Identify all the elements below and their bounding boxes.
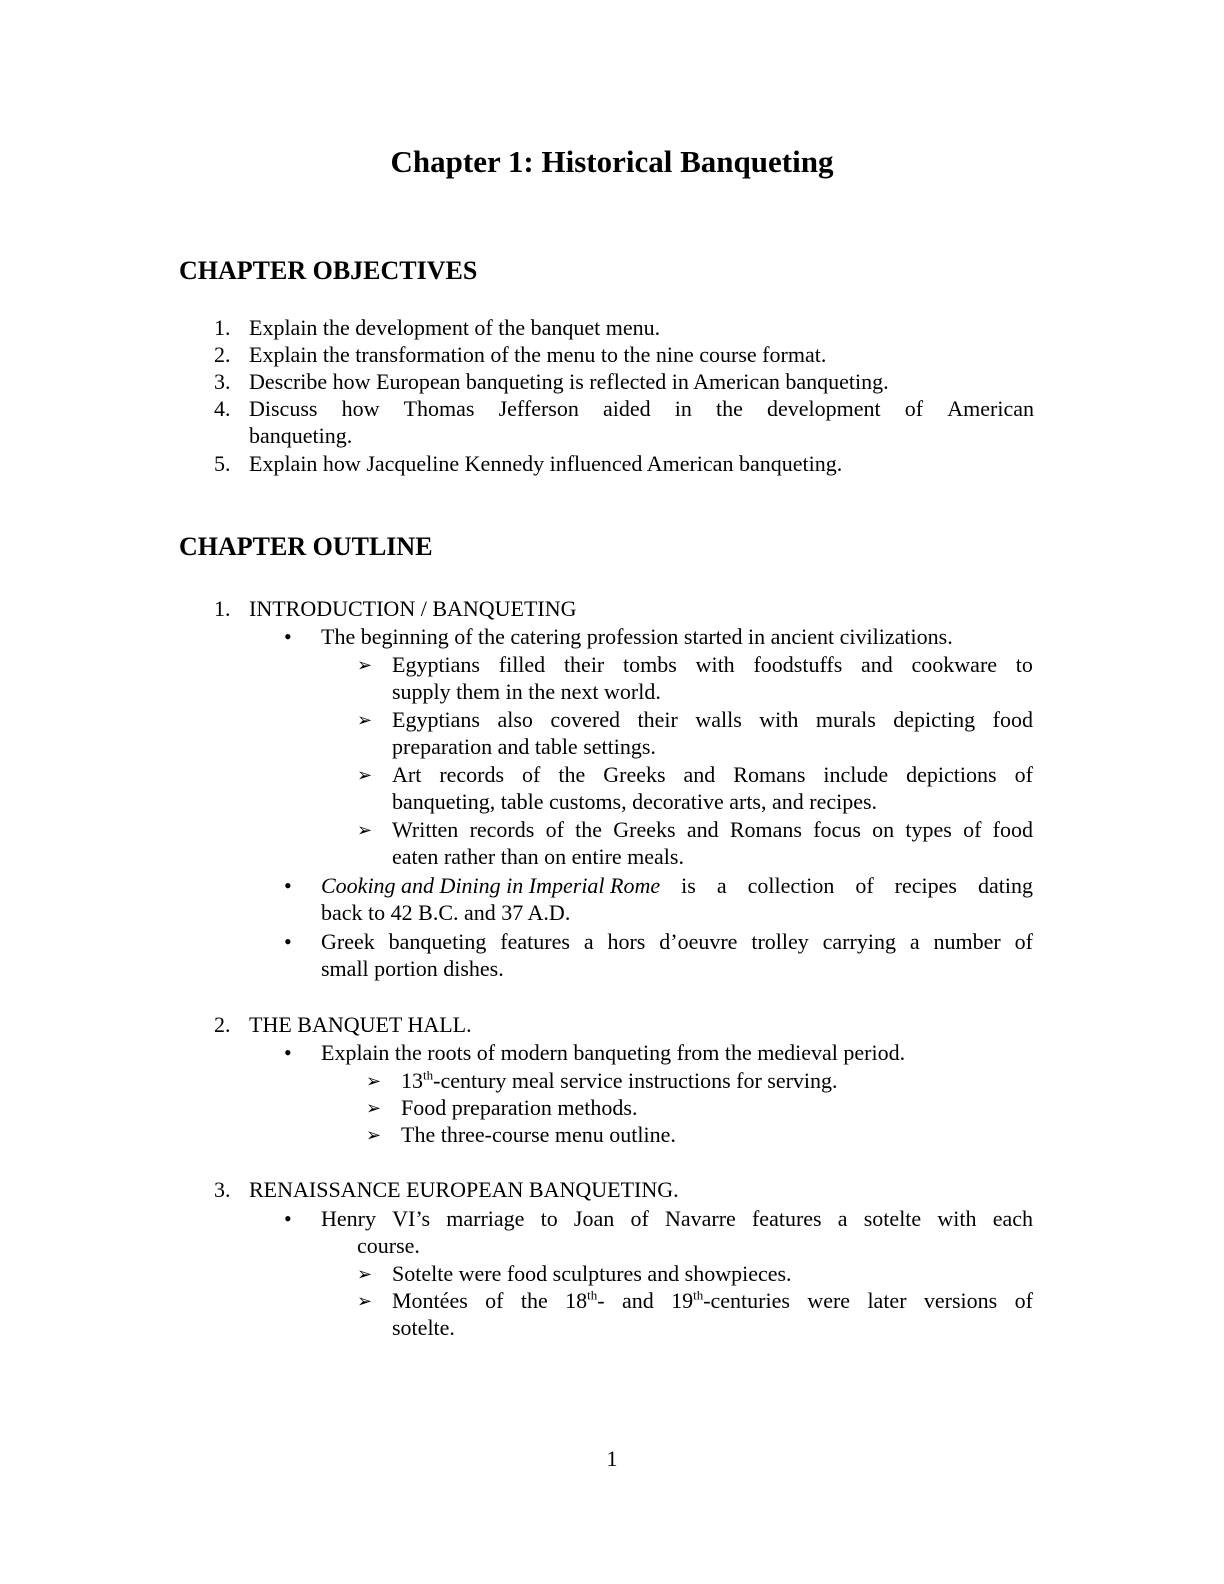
word: how — [341, 396, 380, 421]
bullet-icon: • — [284, 873, 292, 898]
objective-text-justified — [249, 396, 1034, 422]
word: of — [1014, 929, 1033, 954]
sub-bullet-text: eaten rather than on entire meals. — [392, 844, 684, 869]
bullet-text: small portion dishes. — [321, 956, 504, 981]
word: recipes — [894, 873, 957, 898]
word: Written — [392, 817, 459, 842]
word: types — [905, 817, 952, 842]
ordinal-suffix: th — [423, 1067, 434, 1083]
arrow-bullet-icon: ➢ — [357, 1264, 373, 1284]
word: a — [716, 873, 727, 898]
word: include — [823, 762, 889, 787]
word: Greeks — [603, 762, 666, 787]
word: features — [751, 1206, 822, 1231]
word: walls — [695, 707, 742, 732]
word: each — [992, 1206, 1033, 1231]
objective-number: 3. — [214, 369, 231, 394]
word: of — [522, 762, 541, 787]
word: aided — [602, 396, 651, 421]
section-title: RENAISSANCE EUROPEAN BANQUETING. — [249, 1177, 679, 1202]
word: also — [497, 707, 533, 732]
objective-number: 1. — [214, 315, 231, 340]
word: and — [686, 817, 719, 842]
word: with — [695, 652, 735, 677]
sub-bullet-text — [401, 1068, 838, 1094]
sub-bullet-text: banqueting, table customs, decorative arts, and recipes. — [392, 789, 878, 814]
sub-bullet-text-justified — [392, 817, 1033, 843]
word: their — [563, 652, 605, 677]
word: Romans — [729, 817, 802, 842]
word: the — [575, 817, 603, 842]
arrow-bullet-icon: ➢ — [357, 765, 373, 785]
word: Art — [392, 762, 422, 787]
word: Henry — [321, 1206, 376, 1231]
page-title: Chapter 1: Historical Banqueting — [390, 144, 834, 179]
word: filled — [498, 652, 546, 677]
word: hors — [607, 929, 646, 954]
bullet-text-justified — [321, 873, 1033, 899]
word: the — [716, 396, 743, 421]
word: and — [621, 1288, 654, 1313]
word: dating — [977, 873, 1033, 898]
word: of — [855, 873, 874, 898]
word: carrying — [822, 929, 896, 954]
word: in — [674, 396, 692, 421]
outline-heading: CHAPTER OUTLINE — [179, 532, 433, 561]
word: murals — [815, 707, 876, 732]
objective-text: Explain how Jacqueline Kennedy influenced American banqueting. — [249, 451, 843, 476]
word: foodstuffs — [753, 652, 843, 677]
sub-bullet-text-justified — [392, 1288, 1033, 1314]
word: Joan — [573, 1206, 615, 1231]
word: of — [1014, 762, 1033, 787]
word: and — [683, 762, 716, 787]
word: a — [909, 929, 920, 954]
sub-bullet-text-justified — [392, 652, 1033, 678]
sub-bullet-rest: -century meal service instructions for serving. — [433, 1068, 838, 1093]
bullet-text-justified — [321, 1206, 1033, 1232]
word: Navarre — [664, 1206, 736, 1231]
word: later — [867, 1288, 907, 1313]
word: Romans — [733, 762, 806, 787]
word: records — [439, 762, 505, 787]
section-title: THE BANQUET HALL. — [249, 1012, 472, 1037]
word: records — [469, 817, 535, 842]
word: on — [872, 817, 895, 842]
bullet-icon: • — [284, 1040, 292, 1065]
word: tombs — [623, 652, 677, 677]
sub-bullet-text-justified — [392, 762, 1033, 788]
word: Jefferson — [498, 396, 579, 421]
arrow-bullet-icon: ➢ — [366, 1071, 382, 1091]
arrow-bullet-icon: ➢ — [357, 710, 373, 730]
sub-bullet-text: Food preparation methods. — [401, 1095, 638, 1120]
ordinal-suffix: th — [693, 1287, 704, 1303]
word: Discuss — [249, 396, 318, 421]
objective-number: 5. — [214, 451, 231, 476]
ordinal-suffix: th — [587, 1287, 598, 1303]
word: focus — [813, 817, 861, 842]
word: Egyptians — [392, 652, 480, 677]
word: sotelte — [863, 1206, 922, 1231]
bullet-text: course. — [357, 1233, 420, 1258]
word: their — [637, 707, 678, 732]
objective-number: 4. — [214, 396, 231, 421]
word: Egyptians — [392, 707, 480, 732]
word: of — [963, 817, 982, 842]
word: d’oeuvre — [659, 929, 738, 954]
arrow-bullet-icon: ➢ — [357, 655, 373, 675]
sub-bullet-text: supply them in the next world. — [392, 679, 661, 704]
page-number: 1 — [606, 1446, 618, 1471]
objective-text: Explain the development of the banquet menu. — [249, 315, 661, 340]
word: 19th-centuries — [671, 1287, 790, 1313]
sub-bullet-text: preparation and table settings. — [392, 734, 656, 759]
word: depictions — [906, 762, 997, 787]
word: of — [485, 1288, 504, 1313]
bullet-text-justified — [321, 929, 1033, 955]
objective-text: Describe how European banqueting is reflected in American banqueting. — [249, 369, 889, 394]
word: versions — [923, 1288, 998, 1313]
word: 18th- — [565, 1287, 605, 1313]
sub-bullet-text: sotelte. — [392, 1315, 455, 1340]
ordinal-number: 13 — [401, 1068, 423, 1093]
word: marriage — [446, 1206, 525, 1231]
word: to — [1015, 652, 1033, 677]
word: depicting — [893, 707, 976, 732]
word: cookware — [911, 652, 998, 677]
arrow-bullet-icon: ➢ — [357, 820, 373, 840]
section-number: 3. — [214, 1177, 231, 1202]
section-number: 1. — [214, 596, 231, 621]
objectives-heading: CHAPTER OBJECTIVES — [179, 256, 478, 285]
word: banqueting — [388, 929, 487, 954]
word: collection — [747, 873, 835, 898]
word: the — [558, 762, 586, 787]
word: Montées — [392, 1288, 468, 1313]
objective-text-continued: banqueting. — [249, 423, 353, 448]
word: trolley — [751, 929, 809, 954]
word: number — [933, 929, 1001, 954]
word: with — [937, 1206, 977, 1231]
word: of — [904, 396, 924, 421]
word: Thomas — [403, 396, 475, 421]
book-title: Cooking and Dining in Imperial Rome — [321, 873, 661, 898]
bullet-icon: • — [284, 1206, 292, 1231]
word: food — [992, 707, 1033, 732]
word: of — [545, 817, 564, 842]
objective-number: 2. — [214, 342, 231, 367]
word: the — [520, 1288, 548, 1313]
word: Greeks — [613, 817, 676, 842]
word: of — [630, 1206, 649, 1231]
bullet-text: Explain the roots of modern banqueting from the medieval period. — [321, 1040, 906, 1065]
word: food — [992, 817, 1033, 842]
arrow-bullet-icon: ➢ — [366, 1098, 382, 1118]
word: Greek — [321, 929, 375, 954]
word: were — [807, 1288, 851, 1313]
bullet-text: The beginning of the catering profession started in ancient civilizations. — [321, 624, 953, 649]
objective-text: Explain the transformation of the menu to the nine course format. — [249, 342, 827, 367]
arrow-bullet-icon: ➢ — [357, 1291, 373, 1311]
bullet-text: back to 42 B.C. and 37 A.D. — [321, 900, 571, 925]
bullet-icon: • — [284, 624, 292, 649]
word: and — [861, 652, 893, 677]
word: is — [681, 873, 696, 898]
bullet-icon: • — [284, 929, 292, 954]
sub-bullet-text-justified — [392, 707, 1033, 733]
word: covered — [550, 707, 621, 732]
word: a — [837, 1206, 848, 1231]
arrow-bullet-icon: ➢ — [366, 1125, 382, 1145]
sub-bullet-text: Sotelte were food sculptures and showpieces. — [392, 1261, 792, 1286]
word: with — [759, 707, 799, 732]
word: a — [583, 929, 594, 954]
word: to — [540, 1206, 558, 1231]
sub-bullet-text: The three-course menu outline. — [401, 1122, 676, 1147]
section-number: 2. — [214, 1012, 231, 1037]
word: features — [500, 929, 570, 954]
word: development — [767, 396, 881, 421]
word: of — [1014, 1288, 1033, 1313]
word: American — [947, 396, 1034, 421]
word: VI’s — [392, 1206, 431, 1231]
section-title: INTRODUCTION / BANQUETING — [249, 596, 577, 621]
